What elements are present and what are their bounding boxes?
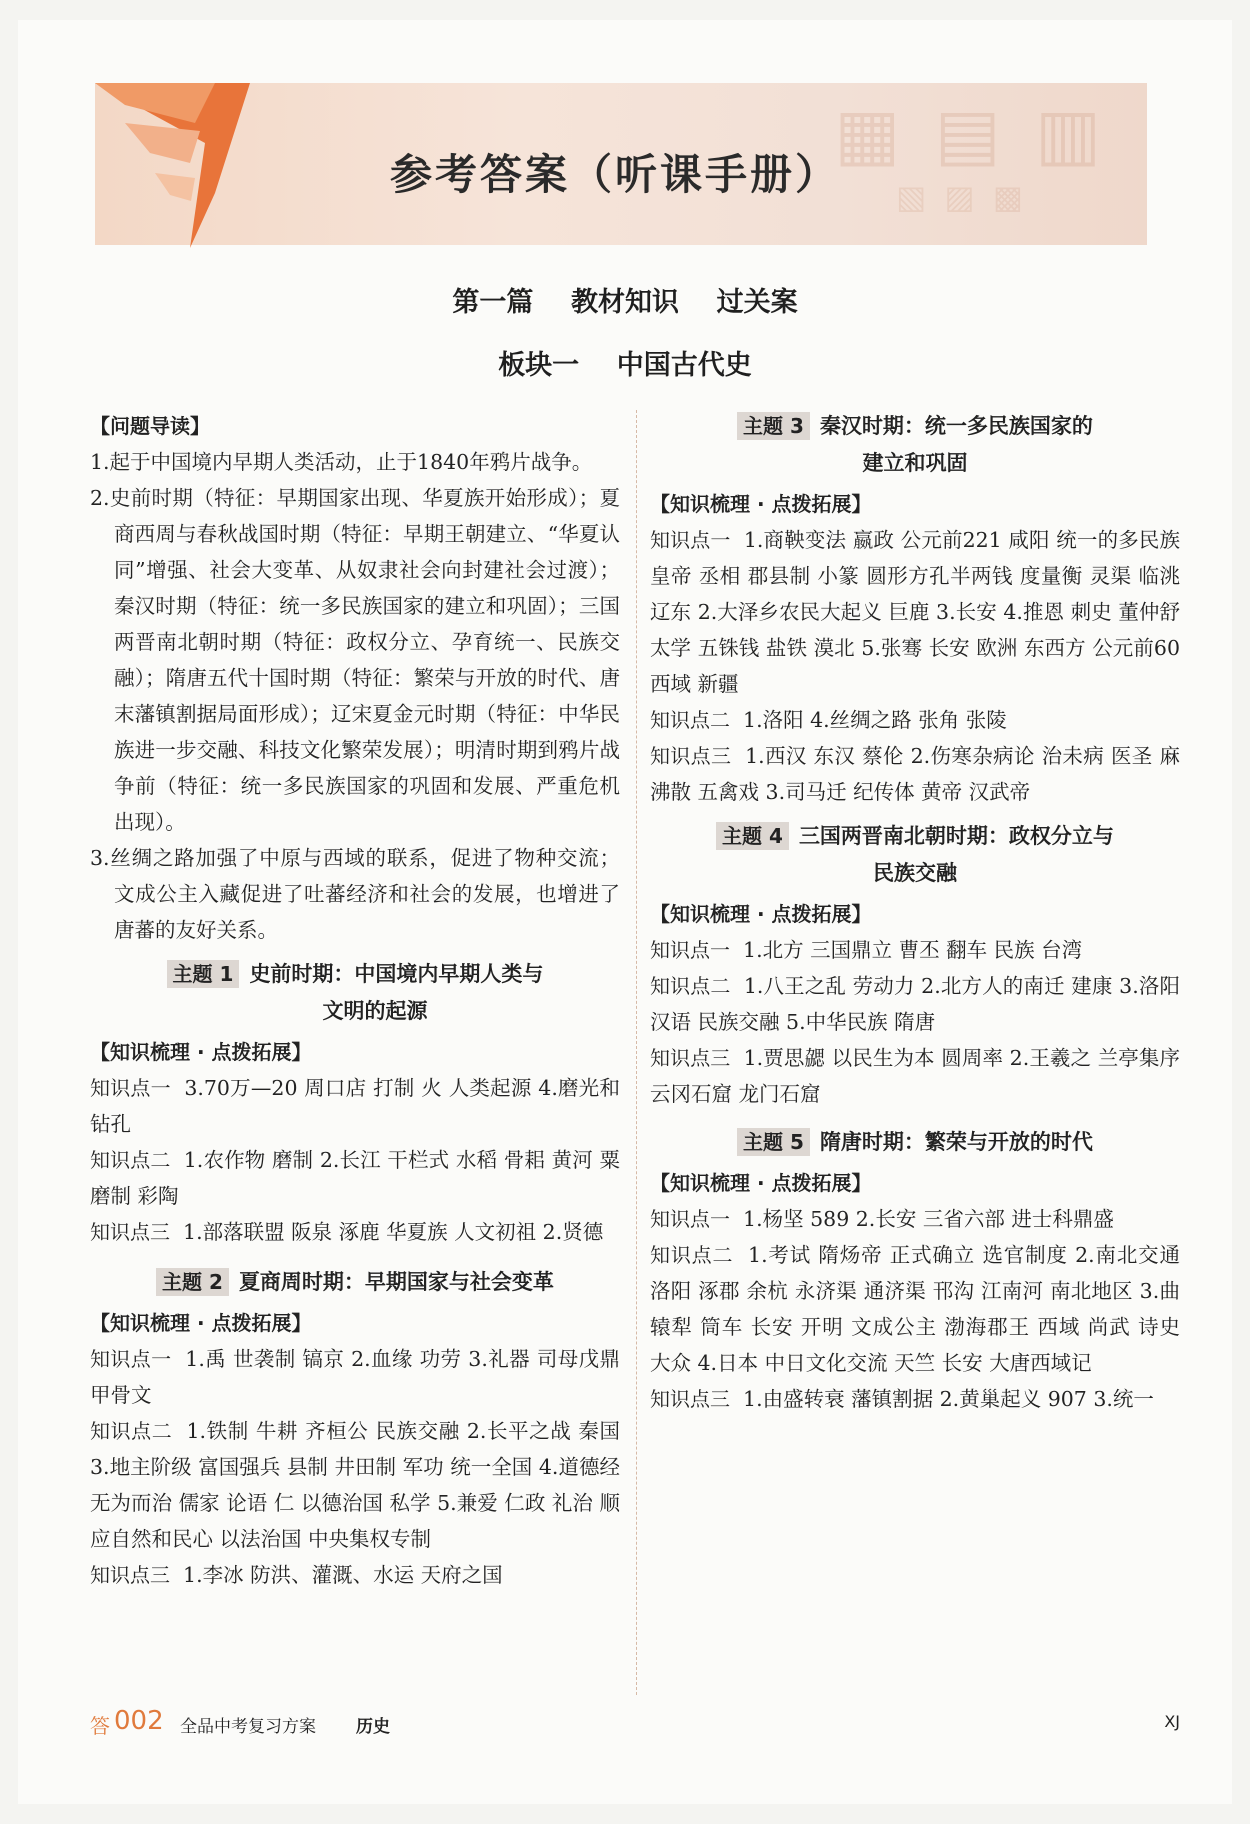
point-name: 知识点三 [650,744,732,768]
theme-2-title-line1: 夏商周时期：早期国家与社会变革 [238,1270,554,1294]
intro-item-3: 3.丝绸之路加强了中原与西域的联系，促进了物种交流；文成公主入藏促进了吐蕃经济和社会的发展，也增进了唐蕃的友好关系。 [90,846,620,942]
theme-3-heading [650,408,1180,482]
point-text: 1.商鞅变法 嬴政 公元前221 咸阳 统一的多民族 皇帝 丞相 郡县制 小篆 圆形方孔半两钱 度量衡 灵渠 临洮 辽东 2.大泽乡农民大起义 巨鹿 3.长安 4.推恩 刺史 董仲舒 太学 五铢钱 盐铁 漠北 5.张骞 长安 欧洲 东西方 公元前60 西域 新疆 [650,528,1180,696]
point-text: 1.农作物 磨制 2.长江 干栏式 水稻 骨耜 黄河 粟 磨制 彩陶 [90,1148,620,1208]
theme-3-label: 【知识梳理 · 点拨拓展】 [650,492,872,516]
theme-5-heading [650,1124,1180,1161]
theme-4-title-line2: 民族交融 [873,861,957,885]
edition-code: XJ [1164,1712,1180,1731]
theme-3-title-line2: 建立和巩固 [862,451,968,475]
theme-3-point-3 [650,738,1180,810]
book-name: 全品中考复习方案 [180,1717,316,1737]
page-title: 参考答案（听课手册） [390,150,841,199]
banner-wedge-icon [95,83,265,248]
block-heading: 板块一 中国古代史 [498,350,752,381]
page-number: 002 [114,1706,164,1736]
point-text: 1.洛阳 4.丝绸之路 张角 张陵 [743,708,1007,732]
theme-5-title-line1: 隋唐时期：繁荣与开放的时代 [819,1130,1093,1154]
point-name: 知识点三 [90,1220,170,1244]
point-name: 知识点二 [650,708,730,732]
banner-background-texture-2: ▧ ▨ ▩ [895,178,1027,216]
intro-item-2: 2.史前时期（特征：早期国家出现、华夏族开始形成）；夏商西周与春秋战国时期（特征：早期王朝建立、“华夏认同”增强、社会大变革、从奴隶社会向封建社会过渡）；秦汉时期（特征：统一多民族国家的建立和巩固）；三国两晋南北朝时期（特征：政权分立、孕育统一、民族交融）；隋唐五代十国时期（特征：繁荣与开放的时代、唐末藩镇割据局面形成）；辽宋夏金元时期（特征：中华民族进一步交融、科技文化繁荣发展）；明清时期到鸦片战争前（特征：统一多民族国家的巩固和发展、严重危机出现）。 [90,486,620,834]
point-text: 1.部落联盟 阪泉 涿鹿 华夏族 人文初祖 2.贤德 [183,1220,604,1244]
column-divider [636,410,638,1695]
theme-3-tag: 主题 3 [737,412,810,440]
theme-3-point-2 [650,702,1180,738]
theme-1-title-line2: 文明的起源 [322,999,428,1023]
theme-3-point-1 [650,522,1180,702]
point-text: 1.李冰 防洪、灌溉、水运 天府之国 [183,1563,503,1587]
point-name: 知识点一 [650,938,730,962]
theme-3-title-line1: 秦汉时期：统一多民族国家的 [819,414,1093,438]
point-text: 1.杨坚 589 2.长安 三省六部 进士科鼎盛 [743,1207,1114,1231]
theme-2-point-1 [90,1341,620,1413]
theme-5-tag: 主题 5 [737,1128,810,1156]
point-name: 知识点一 [90,1347,172,1371]
theme-4-point-2 [650,968,1180,1040]
theme-5-point-3 [650,1381,1180,1417]
point-name: 知识点二 [90,1419,173,1443]
theme-4-title-line1: 三国两晋南北朝时期：政权分立与 [798,824,1114,848]
point-name: 知识点三 [650,1046,731,1070]
point-name: 知识点二 [650,1243,734,1267]
point-name: 知识点二 [650,974,731,998]
part-heading: 第一篇 教材知识 过关案 [452,287,798,318]
point-text: 1.禹 世袭制 镐京 2.血缘 功劳 3.礼器 司母戊鼎 甲骨文 [90,1347,620,1407]
theme-1-tag: 主题 1 [167,960,240,988]
footer [90,1706,1180,1740]
answer-prefix: 答 [90,1714,110,1738]
point-name: 知识点二 [90,1148,171,1172]
point-name: 知识点一 [650,1207,730,1231]
point-name: 知识点三 [650,1387,730,1411]
theme-1-title-line1: 史前时期：中国境内早期人类与 [249,962,544,986]
point-text: 1.北方 三国鼎立 曹丕 翻车 民族 台湾 [743,938,1083,962]
theme-5-point-1 [650,1201,1180,1237]
subject-name: 历史 [356,1717,390,1737]
theme-1-point-1 [90,1070,620,1142]
theme-4-label: 【知识梳理 · 点拨拓展】 [650,902,872,926]
point-text: 1.西汉 东汉 蔡伦 2.伤寒杂病论 治未病 医圣 麻沸散 五禽戏 3.司马迁 纪传体 黄帝 汉武帝 [650,744,1180,804]
theme-4-heading [650,818,1180,892]
theme-1-point-3 [90,1214,620,1250]
point-text: 1.八王之乱 劳动力 2.北方人的南迁 建康 3.洛阳 汉语 民族交融 5.中华民族 隋唐 [650,974,1180,1034]
theme-2-point-3 [90,1557,620,1593]
theme-1-label: 【知识梳理 · 点拨拓展】 [90,1040,312,1064]
intro-label: 【问题导读】 [90,414,210,438]
point-text: 1.贾思勰 以民生为本 圆周率 2.王羲之 兰亭集序 云冈石窟 龙门石窟 [650,1046,1181,1106]
theme-4-point-3 [650,1040,1180,1112]
banner-background-texture: ▦ ▤ ▥ [834,93,1107,175]
point-text: 1.考试 隋炀帝 正式确立 选官制度 2.南北交通 洛阳 涿郡 余杭 永济渠 通济渠 邗沟 江南河 南北地区 3.曲辕犁 筒车 长安 开明 文成公主 渤海郡王 西域 尚武 诗史 大众 4.日本 中日文化交流 天竺 长安 大唐西域记 [650,1243,1180,1375]
theme-2-label: 【知识梳理 · 点拨拓展】 [90,1311,312,1335]
theme-4-point-1 [650,932,1180,968]
point-text: 3.70万—20 周口店 打制 火 人类起源 4.磨光和钻孔 [90,1076,620,1136]
theme-5-label: 【知识梳理 · 点拨拓展】 [650,1171,872,1195]
theme-1-heading [90,956,620,1030]
point-text: 1.铁制 牛耕 齐桓公 民族交融 2.长平之战 秦国 3.地主阶级 富国强兵 县制 井田制 军功 统一全国 4.道德经 无为而治 儒家 论语 仁 以德治国 私学 5.兼爱 仁政 礼治 顺应自然和民心 以法治国 中央集权专制 [90,1419,620,1551]
point-text: 1.由盛转衰 藩镇割据 2.黄巢起义 907 3.统一 [743,1387,1154,1411]
right-column [650,408,1180,1417]
theme-2-tag: 主题 2 [156,1268,229,1296]
point-name: 知识点三 [90,1563,170,1587]
theme-2-heading [90,1264,620,1301]
theme-4-tag: 主题 4 [716,822,789,850]
point-name: 知识点一 [650,528,731,552]
point-name: 知识点一 [90,1076,171,1100]
theme-2-point-2 [90,1413,620,1557]
left-column [90,408,620,1593]
theme-5-point-2 [650,1237,1180,1381]
intro-item-1: 1.起于中国境内早期人类活动，止于1840年鸦片战争。 [90,450,593,474]
theme-1-point-2 [90,1142,620,1214]
